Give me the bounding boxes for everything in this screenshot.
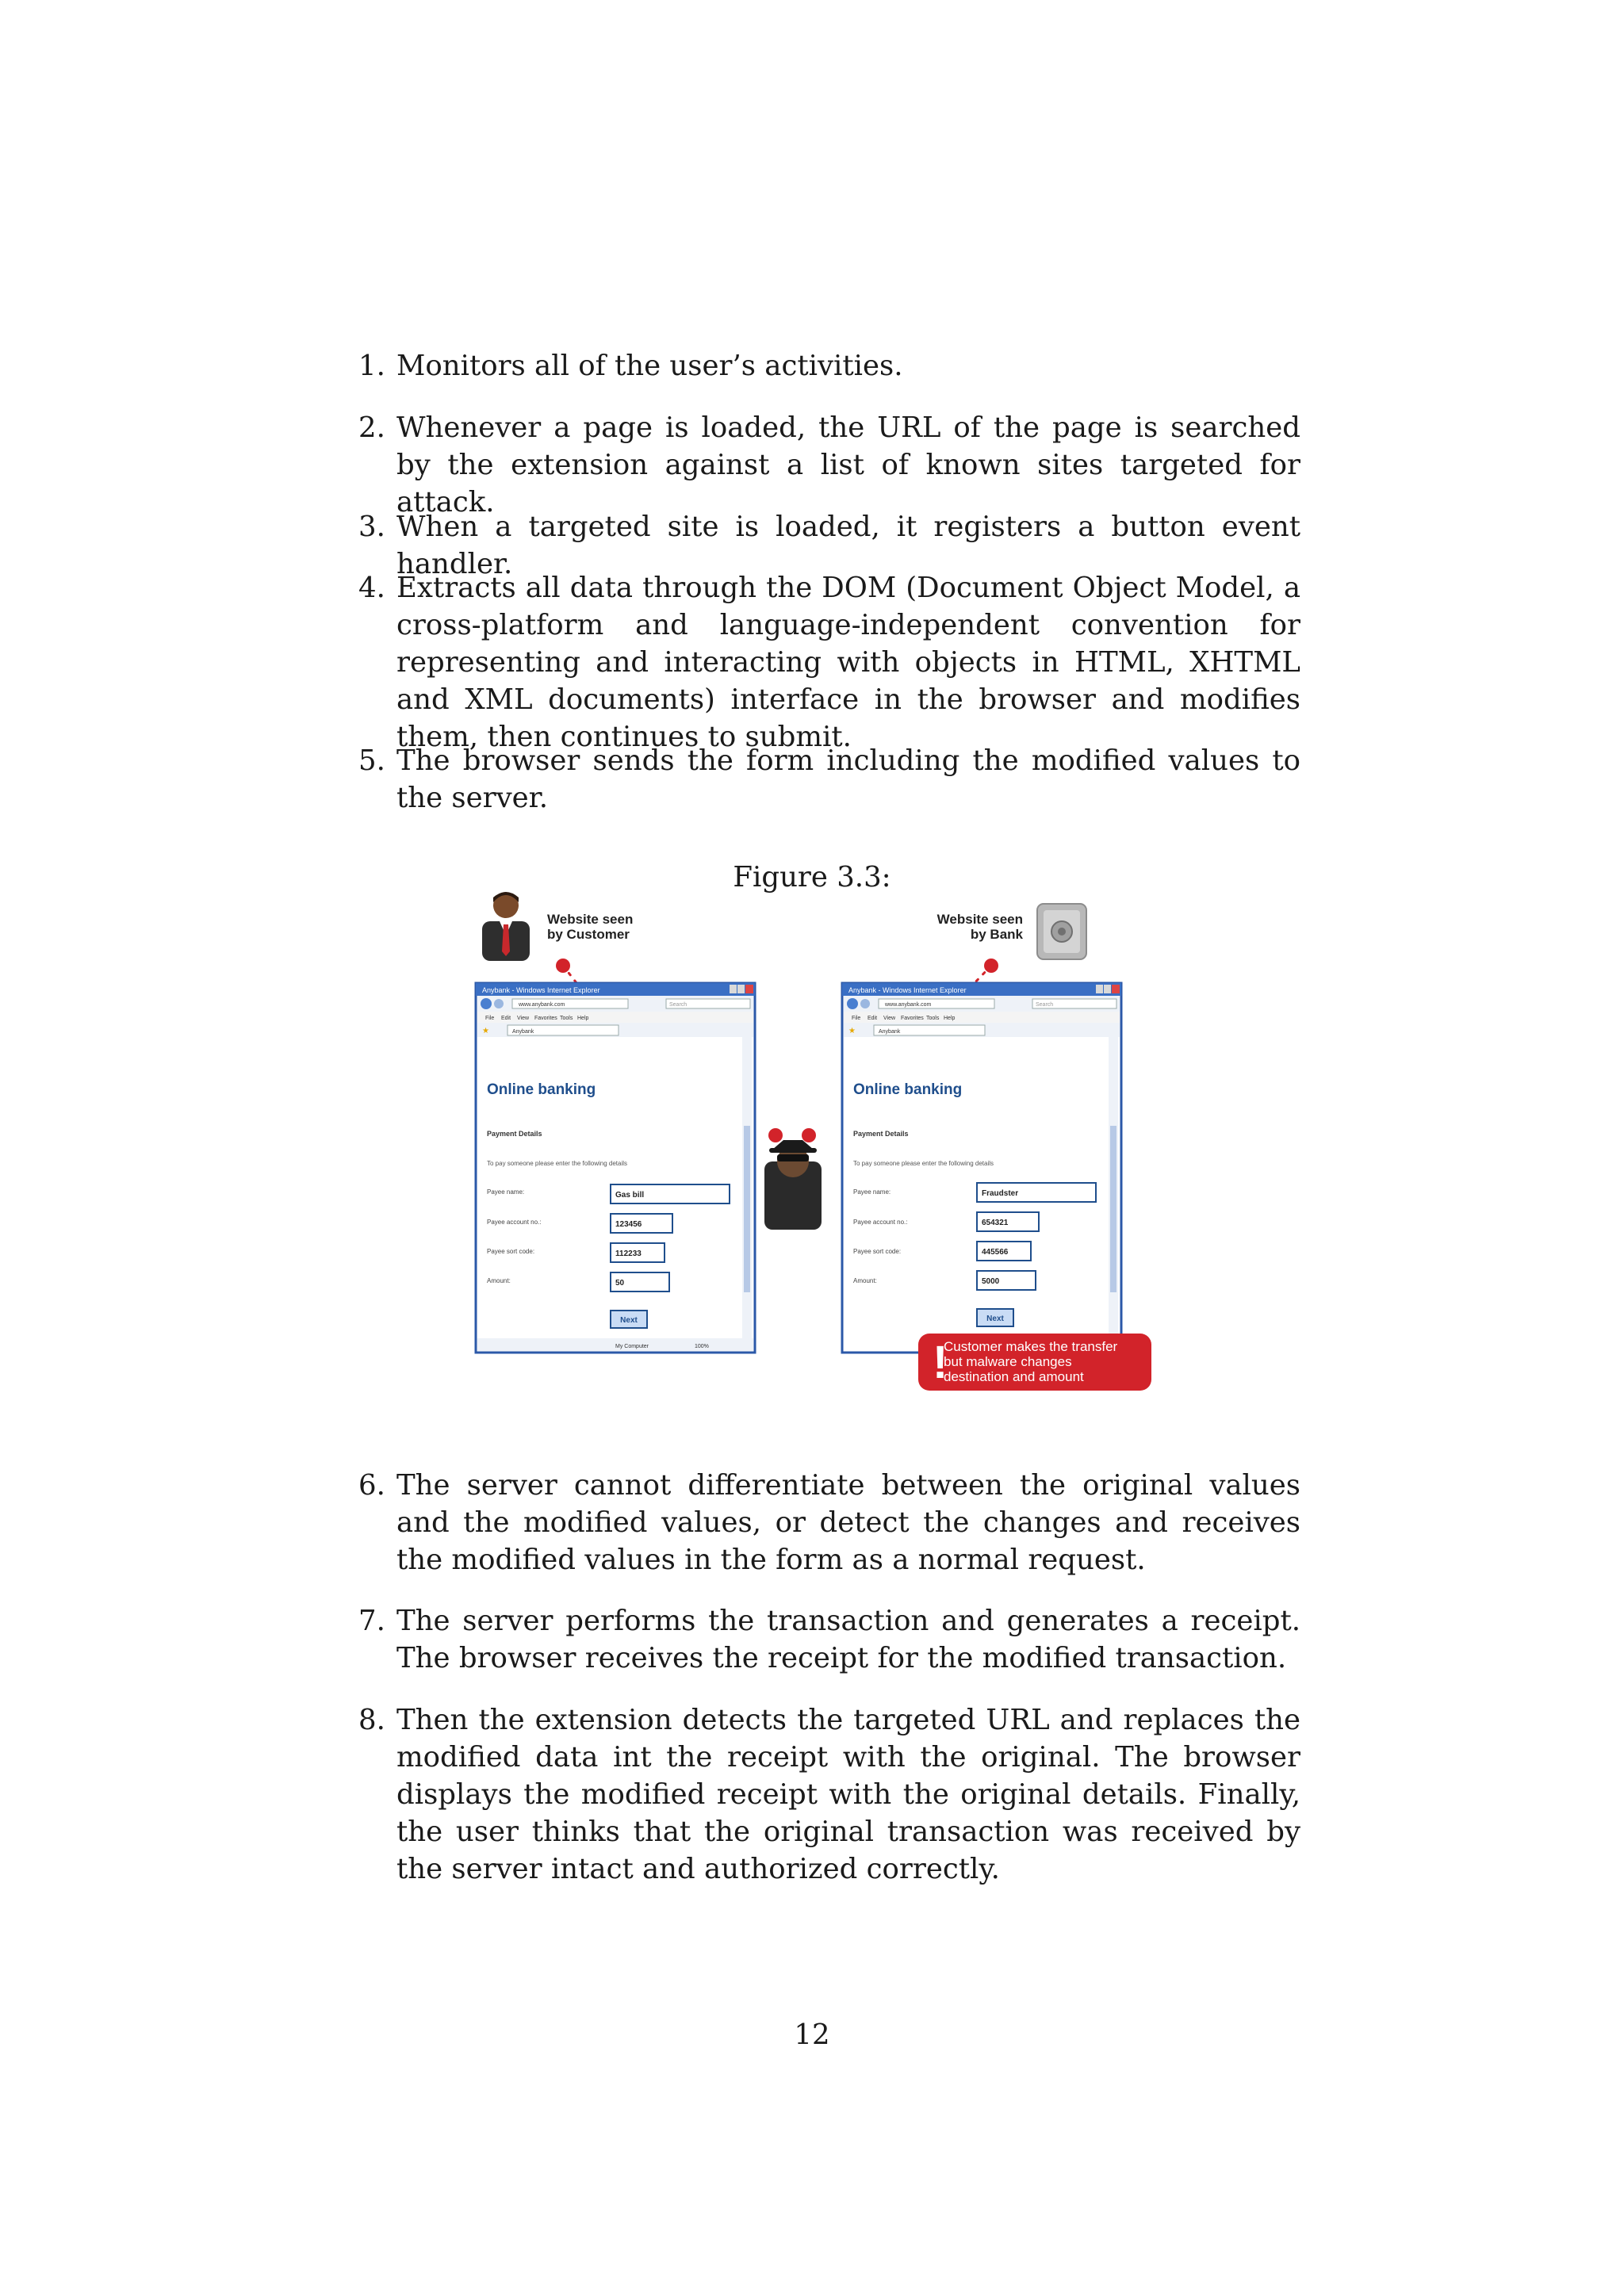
alert-line-2: but malware changes xyxy=(944,1354,1072,1369)
account-value: 654321 xyxy=(982,1219,1009,1227)
item-number: 3. xyxy=(358,511,385,543)
menu-file[interactable]: File xyxy=(485,1016,495,1021)
item-text: The browser sends the form including the modified values to the server. xyxy=(396,744,1300,814)
warning-icon: ! xyxy=(933,1337,948,1388)
figure-man-in-the-browser xyxy=(460,888,1158,1411)
field-label-account: Payee account no.: xyxy=(853,1219,908,1226)
field-label-payee-name: Payee name: xyxy=(487,1188,525,1196)
figure-caption: Figure 3.3: xyxy=(733,861,891,894)
customer-connector-dot xyxy=(556,959,570,973)
close-button[interactable] xyxy=(745,985,753,993)
field-label-sort-code: Payee sort code: xyxy=(487,1248,535,1255)
close-button[interactable] xyxy=(1112,985,1120,993)
item-number: 2. xyxy=(358,411,385,444)
instruction-text: To pay someone please enter the following details xyxy=(853,1160,994,1167)
page-heading: Online banking xyxy=(853,1081,963,1098)
item-text: Extracts all data through the DOM (Document Object Model, a cross-platform and language-independent convention for representing and interacting with objects in HTML, XHTML and XML documents) interface in the browser and modifies them, then continues to submit. xyxy=(396,572,1300,753)
minimize-button[interactable] xyxy=(1096,985,1103,993)
status-text: My Computer xyxy=(615,1344,649,1349)
next-button-label: Next xyxy=(986,1314,1004,1323)
amount-value: 50 xyxy=(615,1279,625,1288)
next-button-label: Next xyxy=(620,1316,638,1325)
menu-bar xyxy=(852,1016,956,1021)
item-text: The server cannot differentiate between the original values and the modified values, or detect the changes and receives the modified values in the form as a normal request. xyxy=(396,1469,1300,1576)
menu-tools[interactable]: Tools xyxy=(560,1016,573,1021)
hacker-icon xyxy=(764,1140,822,1230)
alert-line-1: Customer makes the transfer xyxy=(944,1339,1118,1354)
search-placeholder: Search xyxy=(1036,1002,1054,1008)
address-text: www.anybank.com xyxy=(885,1002,932,1008)
menu-bar xyxy=(485,1016,589,1021)
item-text: The server performs the transaction and generates a receipt. The browser receives the receipt for the modified transaction. xyxy=(396,1605,1300,1674)
menu-favorites[interactable]: Favorites xyxy=(534,1016,557,1021)
zoom-level[interactable]: 100% xyxy=(695,1344,709,1349)
sort-code-value: 112233 xyxy=(615,1249,642,1258)
scrollbar-thumb[interactable] xyxy=(744,1126,750,1292)
item-number: 1. xyxy=(358,350,385,382)
bank-safe-icon xyxy=(1037,904,1086,959)
menu-tools[interactable]: Tools xyxy=(926,1016,940,1021)
forward-icon[interactable] xyxy=(494,999,504,1008)
back-icon[interactable] xyxy=(481,998,492,1009)
customer-label-line1: Website seen xyxy=(547,912,634,927)
maximize-button[interactable] xyxy=(1104,985,1111,993)
account-value: 123456 xyxy=(615,1220,642,1229)
amount-value: 5000 xyxy=(982,1277,1000,1286)
customer-label-line2: by Customer xyxy=(547,927,630,942)
search-placeholder: Search xyxy=(669,1002,688,1008)
browser-window-customer xyxy=(476,983,755,1353)
page-heading: Online banking xyxy=(487,1081,596,1098)
maximize-button[interactable] xyxy=(737,985,745,993)
menu-edit[interactable]: Edit xyxy=(868,1016,878,1021)
menu-favorites[interactable]: Favorites xyxy=(901,1016,924,1021)
menu-view[interactable]: View xyxy=(517,1016,530,1021)
item-number: 5. xyxy=(358,744,385,777)
item-text: Monitors all of the user’s activities. xyxy=(396,350,903,382)
payee-name-value: Gas bill xyxy=(615,1191,645,1200)
field-label-account: Payee account no.: xyxy=(487,1219,542,1226)
field-label-payee-name: Payee name: xyxy=(853,1188,891,1196)
menu-view[interactable]: View xyxy=(883,1016,896,1021)
minimize-button[interactable] xyxy=(730,985,737,993)
menu-file[interactable]: File xyxy=(852,1016,861,1021)
section-title: Payment Details xyxy=(487,1130,542,1138)
field-label-amount: Amount: xyxy=(487,1277,511,1284)
scrollbar-thumb[interactable] xyxy=(1110,1126,1116,1292)
window-title: Anybank - Windows Internet Explorer xyxy=(482,986,600,994)
forward-icon[interactable] xyxy=(860,999,870,1008)
section-title: Payment Details xyxy=(853,1130,909,1138)
item-text: Whenever a page is loaded, the URL of the page is searched by the extension against a list of known sites targeted for attack. xyxy=(396,411,1300,519)
field-label-sort-code: Payee sort code: xyxy=(853,1248,902,1255)
browser-window-bank xyxy=(842,983,1121,1353)
item-text: When a targeted site is loaded, it registers a button event handler. xyxy=(396,511,1300,580)
bank-connector-dot xyxy=(984,959,998,973)
payee-name-value: Fraudster xyxy=(982,1189,1019,1198)
item-number: 6. xyxy=(358,1469,385,1502)
window-title: Anybank - Windows Internet Explorer xyxy=(848,986,967,994)
item-number: 7. xyxy=(358,1605,385,1637)
tab-label: Anybank xyxy=(512,1029,534,1035)
bank-label-line1: Website seen xyxy=(936,912,1023,927)
alert-line-3: destination and amount xyxy=(944,1369,1084,1384)
item-number: 8. xyxy=(358,1704,385,1736)
page-number: 12 xyxy=(794,2019,830,2051)
favorites-star-icon[interactable]: ★ xyxy=(848,1027,856,1035)
customer-avatar xyxy=(482,892,530,961)
favorites-star-icon[interactable]: ★ xyxy=(482,1027,489,1035)
item-text: Then the extension detects the targeted URL and replaces the modified data int the receipt with the original. The browser displays the modified receipt with the original details. Finally, the user thinks that the original transaction was received by the server intact and authorized correctly. xyxy=(396,1704,1300,1885)
item-number: 4. xyxy=(358,572,385,604)
attacker-dot-left xyxy=(768,1128,783,1142)
menu-help[interactable]: Help xyxy=(577,1016,589,1021)
attacker-dot-right xyxy=(802,1128,816,1142)
sort-code-value: 445566 xyxy=(982,1248,1009,1257)
menu-edit[interactable]: Edit xyxy=(501,1016,511,1021)
field-label-amount: Amount: xyxy=(853,1277,877,1284)
address-text: www.anybank.com xyxy=(519,1002,565,1008)
back-icon[interactable] xyxy=(847,998,858,1009)
instruction-text: To pay someone please enter the following details xyxy=(487,1160,627,1167)
menu-help[interactable]: Help xyxy=(944,1016,956,1021)
malware-alert-callout xyxy=(918,1334,1151,1391)
tab-label: Anybank xyxy=(879,1029,901,1035)
bank-label-line2: by Bank xyxy=(970,927,1023,942)
